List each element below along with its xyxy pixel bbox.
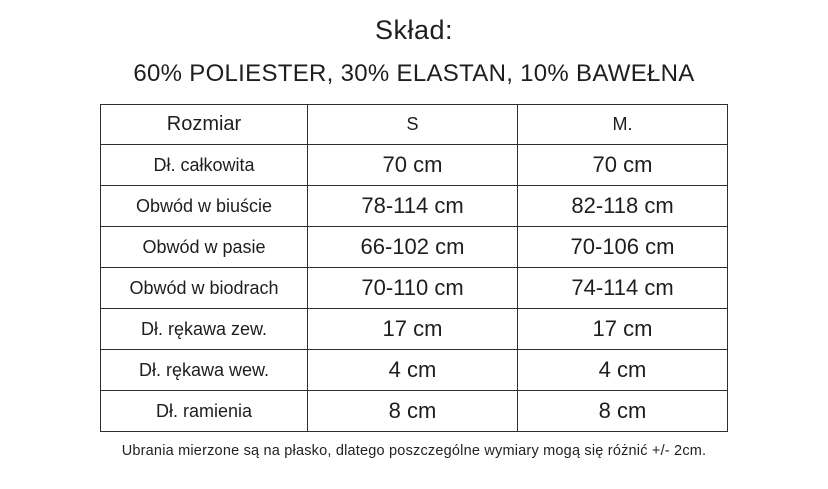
table-row-shoulder (101, 391, 728, 432)
row-value-s: 17 cm (308, 309, 518, 350)
row-label: Dł. ramienia (101, 391, 308, 432)
row-label: Obwód w biuście (101, 186, 308, 227)
row-value-m: 17 cm (518, 309, 728, 350)
header-size-s: S (308, 105, 518, 145)
row-value-s: 8 cm (308, 391, 518, 432)
row-value-m: 74-114 cm (518, 268, 728, 309)
composition-text: 60% POLIESTER, 30% ELASTAN, 10% BAWEŁNA (133, 60, 695, 87)
row-value-m: 4 cm (518, 350, 728, 391)
measurement-disclaimer: Ubrania mierzone są na płasko, dlatego poszczególne wymiary mogą się różnić +/- 2cm. (121, 443, 707, 459)
row-value-m: 8 cm (518, 391, 728, 432)
table-row-waist (101, 227, 728, 268)
row-value-s: 70-110 cm (308, 268, 518, 309)
table-row-sleeve-inner (101, 350, 728, 391)
row-label: Dł. rękawa wew. (101, 350, 308, 391)
row-value-s: 70 cm (308, 145, 518, 186)
row-value-s: 78-114 cm (308, 186, 518, 227)
table-row-hips (101, 268, 728, 309)
size-table (100, 104, 728, 432)
row-value-m: 82-118 cm (518, 186, 728, 227)
row-label: Obwód w biodrach (101, 268, 308, 309)
row-value-m: 70-106 cm (518, 227, 728, 268)
row-label: Dł. całkowita (101, 145, 308, 186)
composition-title: Skład: (374, 15, 454, 45)
row-value-s: 4 cm (308, 350, 518, 391)
header-size-m: M. (518, 105, 728, 145)
table-row-bust (101, 186, 728, 227)
row-value-m: 70 cm (518, 145, 728, 186)
table-row-total-length (101, 145, 728, 186)
header-rozmiar: Rozmiar (101, 105, 308, 145)
row-label: Dł. rękawa zew. (101, 309, 308, 350)
row-value-s: 66-102 cm (308, 227, 518, 268)
table-row-sleeve-outer (101, 309, 728, 350)
size-table-header-row (101, 105, 728, 145)
row-label: Obwód w pasie (101, 227, 308, 268)
